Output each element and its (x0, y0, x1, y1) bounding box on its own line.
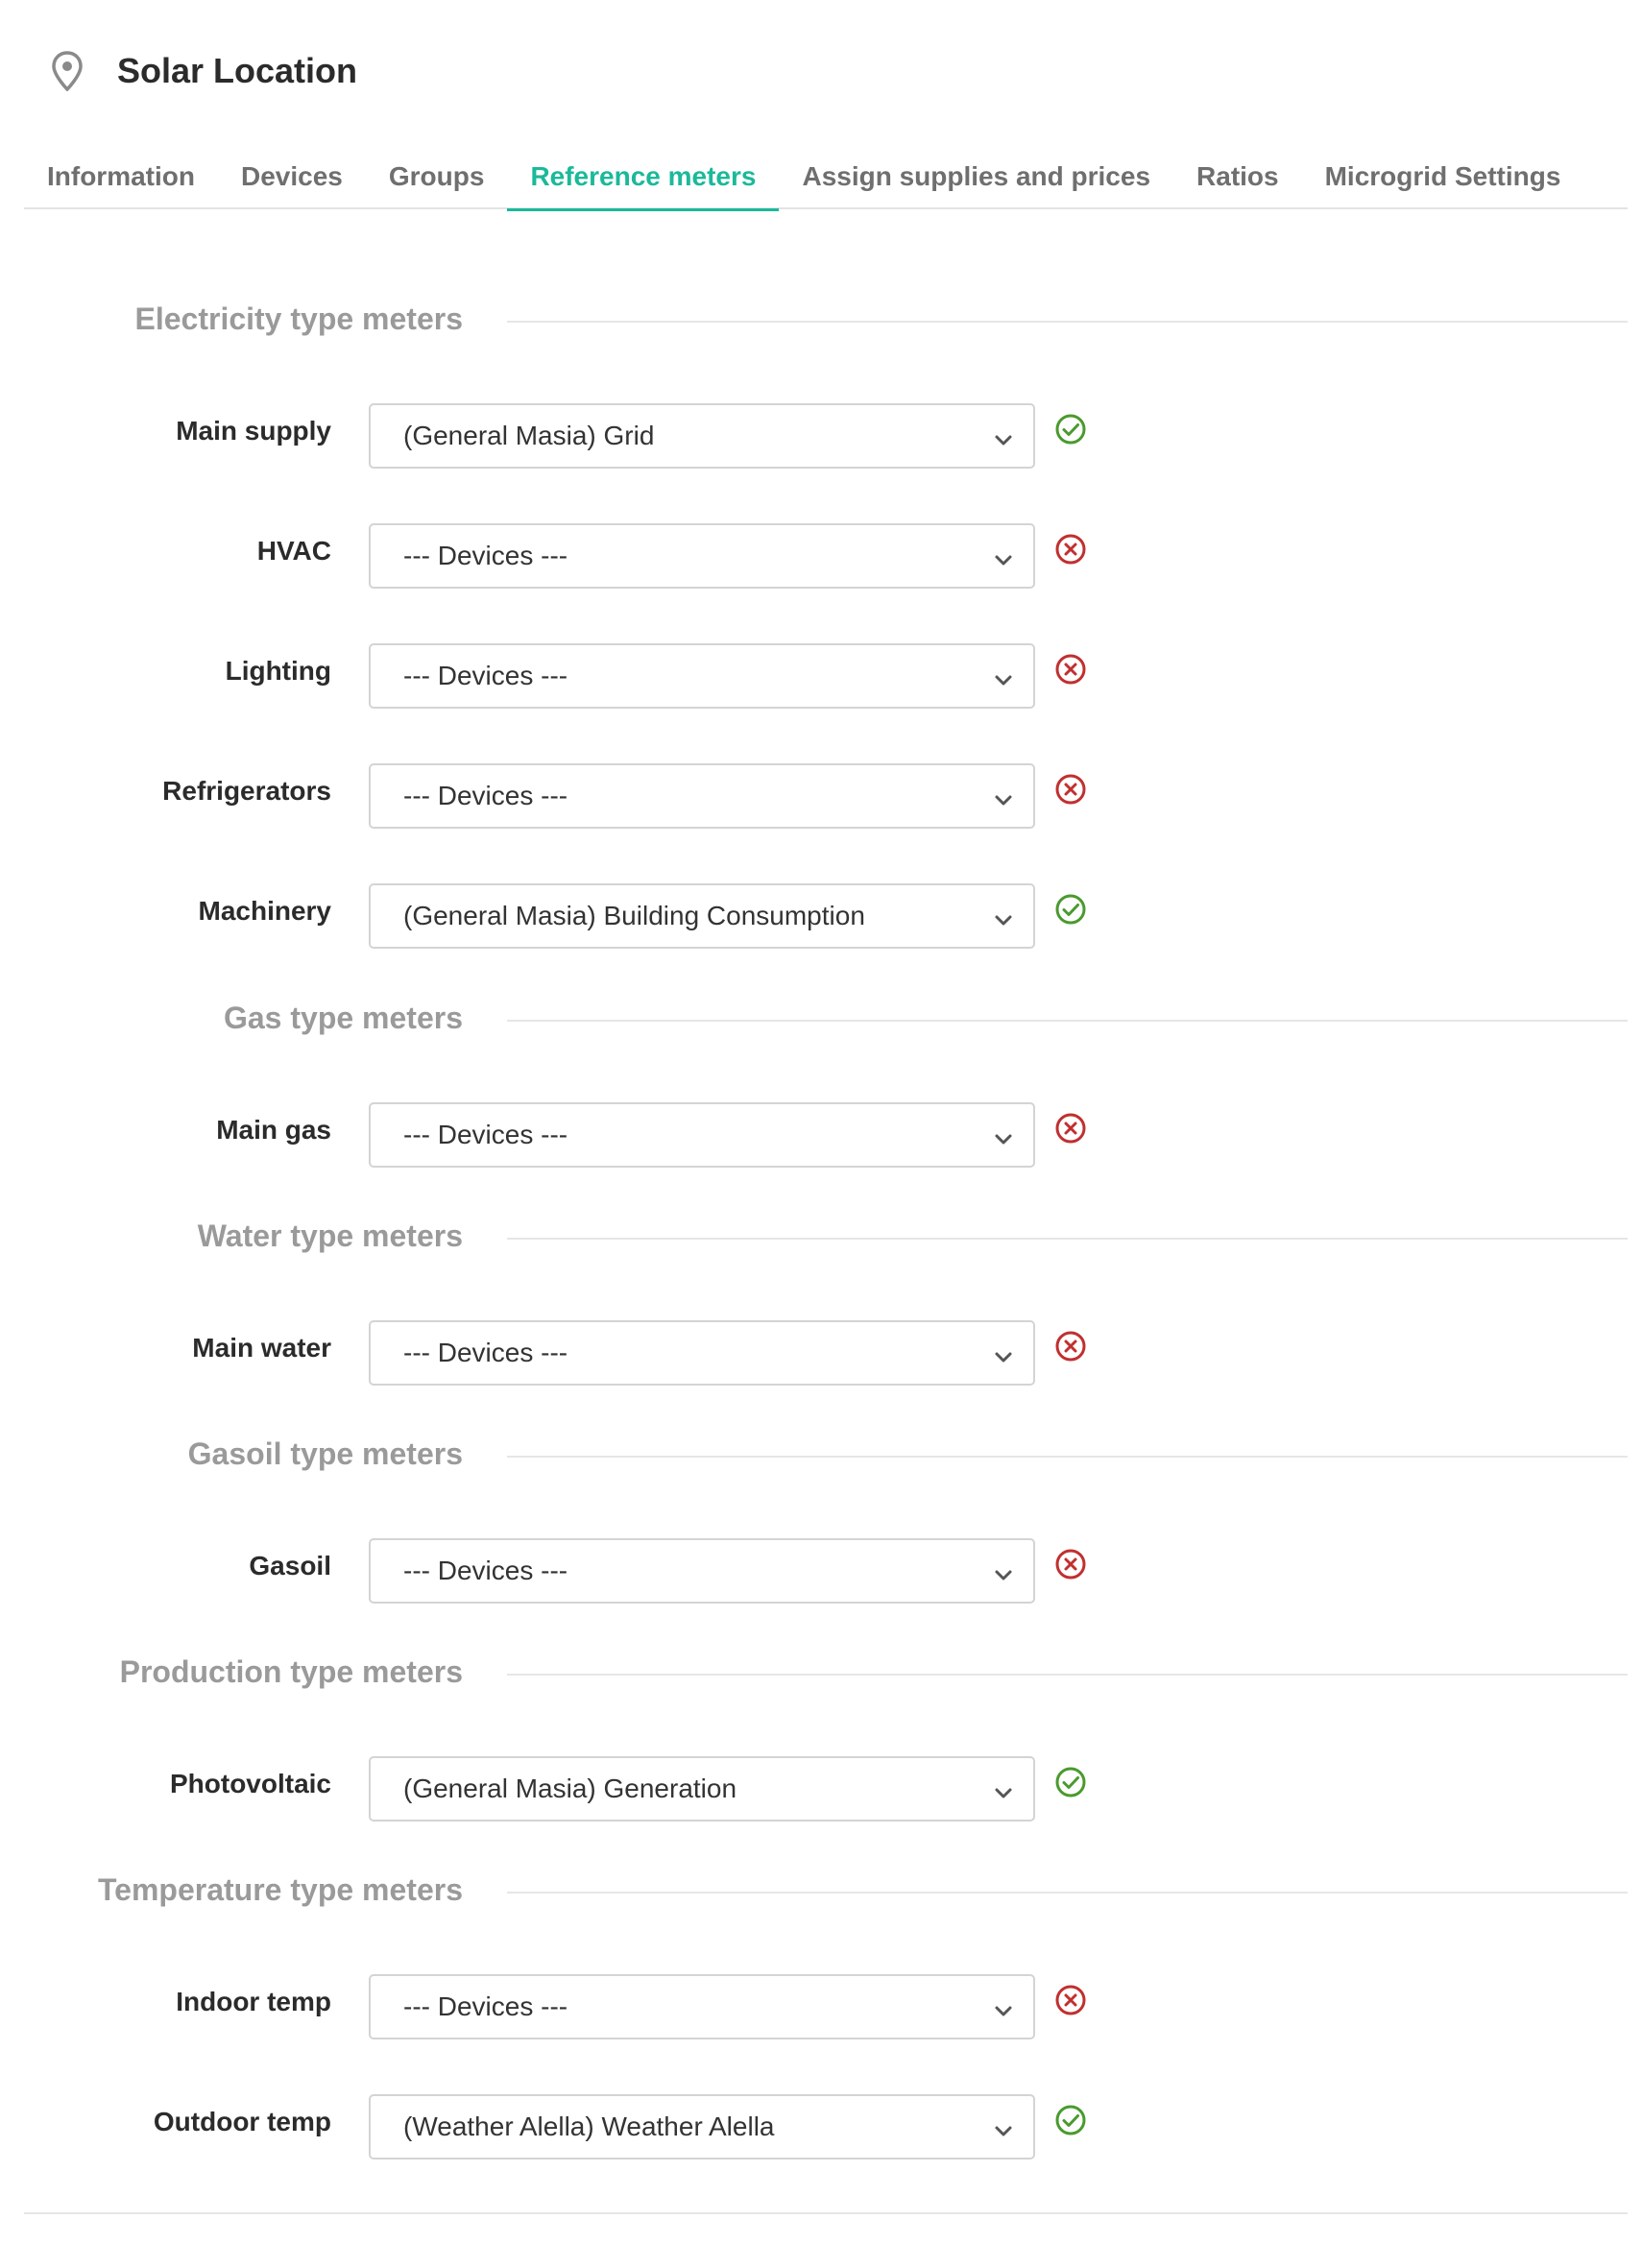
section-title: Production type meters (119, 1654, 463, 1689)
error-circle-icon (1054, 1112, 1087, 1145)
check-circle-icon (1054, 2104, 1087, 2136)
select-value: (General Masia) Generation (403, 1773, 737, 1803)
section-divider (507, 1238, 1628, 1240)
meter-select-main-supply[interactable] (369, 403, 1035, 469)
tab-assign-supplies-and-prices[interactable]: Assign supplies and prices (802, 161, 1151, 191)
select-value: (General Masia) Building Consumption (403, 901, 865, 930)
select-value: --- Devices --- (403, 781, 568, 810)
section-title: Electricity type meters (134, 302, 463, 336)
section-divider (507, 321, 1628, 323)
section-water-type-meters (0, 1213, 1642, 1259)
select-value: --- Devices --- (403, 541, 568, 570)
meter-select-lighting[interactable] (369, 643, 1035, 709)
meter-row-hvac (0, 523, 1642, 589)
tab-information[interactable]: Information (47, 161, 195, 191)
meter-row-lighting (0, 643, 1642, 709)
chevron-down-icon (993, 2117, 1014, 2138)
tab-microgrid-settings[interactable]: Microgrid Settings (1324, 161, 1561, 191)
check-circle-icon (1054, 413, 1087, 446)
meter-row-outdoor-temp (0, 2094, 1642, 2159)
meter-label: Refrigerators (162, 776, 331, 806)
map-pin-icon (48, 48, 86, 94)
select-value: (Weather Alella) Weather Alella (403, 2111, 775, 2141)
section-title: Gasoil type meters (187, 1436, 463, 1471)
chevron-down-icon (993, 1125, 1014, 1146)
meter-select-outdoor-temp[interactable] (369, 2094, 1035, 2159)
error-circle-icon (1054, 1330, 1087, 1363)
page-title: Solar Location (117, 51, 358, 90)
meter-label: Gasoil (249, 1551, 331, 1580)
meter-label: Indoor temp (176, 1987, 331, 2016)
meter-row-machinery (0, 883, 1642, 949)
meter-label: Main gas (216, 1115, 331, 1145)
section-gasoil-type-meters (0, 1431, 1642, 1477)
meter-row-gasoil (0, 1538, 1642, 1604)
select-value: --- Devices --- (403, 1556, 568, 1585)
chevron-down-icon (993, 1997, 1014, 2018)
page-header (48, 48, 357, 94)
error-circle-icon (1054, 653, 1087, 686)
meter-row-refrigerators (0, 763, 1642, 829)
check-circle-icon (1054, 893, 1087, 926)
section-title: Gas type meters (223, 1001, 463, 1035)
chevron-down-icon (993, 786, 1014, 808)
meter-select-hvac[interactable] (369, 523, 1035, 589)
section-divider (507, 1456, 1628, 1458)
meter-label: Lighting (225, 656, 331, 686)
error-circle-icon (1054, 1984, 1087, 2016)
meter-label: Machinery (198, 896, 331, 926)
tab-bar (24, 144, 1628, 209)
chevron-down-icon (993, 666, 1014, 688)
meter-select-indoor-temp[interactable] (369, 1974, 1035, 2039)
section-electricity-type-meters (0, 296, 1642, 342)
tab-reference-meters[interactable]: Reference meters (507, 144, 779, 209)
meter-label: Main supply (176, 416, 331, 446)
meter-row-indoor-temp (0, 1974, 1642, 2039)
meter-row-main-gas (0, 1102, 1642, 1168)
meter-label: Photovoltaic (169, 1769, 331, 1798)
meter-select-photovoltaic[interactable] (369, 1756, 1035, 1822)
section-divider (507, 1674, 1628, 1676)
chevron-down-icon (993, 1779, 1014, 1800)
select-value: --- Devices --- (403, 1991, 568, 2021)
meter-select-machinery[interactable] (369, 883, 1035, 949)
tab-devices[interactable]: Devices (241, 161, 343, 191)
meter-label: Outdoor temp (153, 2107, 331, 2136)
select-value: (General Masia) Grid (403, 421, 655, 450)
form-bottom-divider (24, 2212, 1628, 2214)
tab-ratios[interactable]: Ratios (1196, 161, 1279, 191)
meter-label: HVAC (256, 536, 331, 566)
section-gas-type-meters (0, 995, 1642, 1041)
error-circle-icon (1054, 1548, 1087, 1580)
tab-groups[interactable]: Groups (388, 161, 485, 191)
meter-select-main-gas[interactable] (369, 1102, 1035, 1168)
meter-select-gasoil[interactable] (369, 1538, 1035, 1604)
chevron-down-icon (993, 1343, 1014, 1364)
chevron-down-icon (993, 546, 1014, 567)
meter-row-main-supply (0, 403, 1642, 469)
meter-row-main-water (0, 1320, 1642, 1386)
select-value: --- Devices --- (403, 1120, 568, 1149)
select-value: --- Devices --- (403, 1338, 568, 1367)
section-production-type-meters (0, 1649, 1642, 1695)
check-circle-icon (1054, 1766, 1087, 1798)
section-divider (507, 1020, 1628, 1022)
section-title: Water type meters (197, 1218, 463, 1253)
meter-select-refrigerators[interactable] (369, 763, 1035, 829)
chevron-down-icon (993, 906, 1014, 928)
meter-row-photovoltaic (0, 1756, 1642, 1822)
meter-label: Main water (192, 1333, 331, 1363)
section-title: Temperature type meters (98, 1872, 463, 1907)
chevron-down-icon (993, 426, 1014, 447)
select-value: --- Devices --- (403, 661, 568, 690)
error-circle-icon (1054, 533, 1087, 566)
error-circle-icon (1054, 773, 1087, 806)
chevron-down-icon (993, 1561, 1014, 1582)
meter-select-main-water[interactable] (369, 1320, 1035, 1386)
section-divider (507, 1892, 1628, 1894)
section-temperature-type-meters (0, 1867, 1642, 1913)
